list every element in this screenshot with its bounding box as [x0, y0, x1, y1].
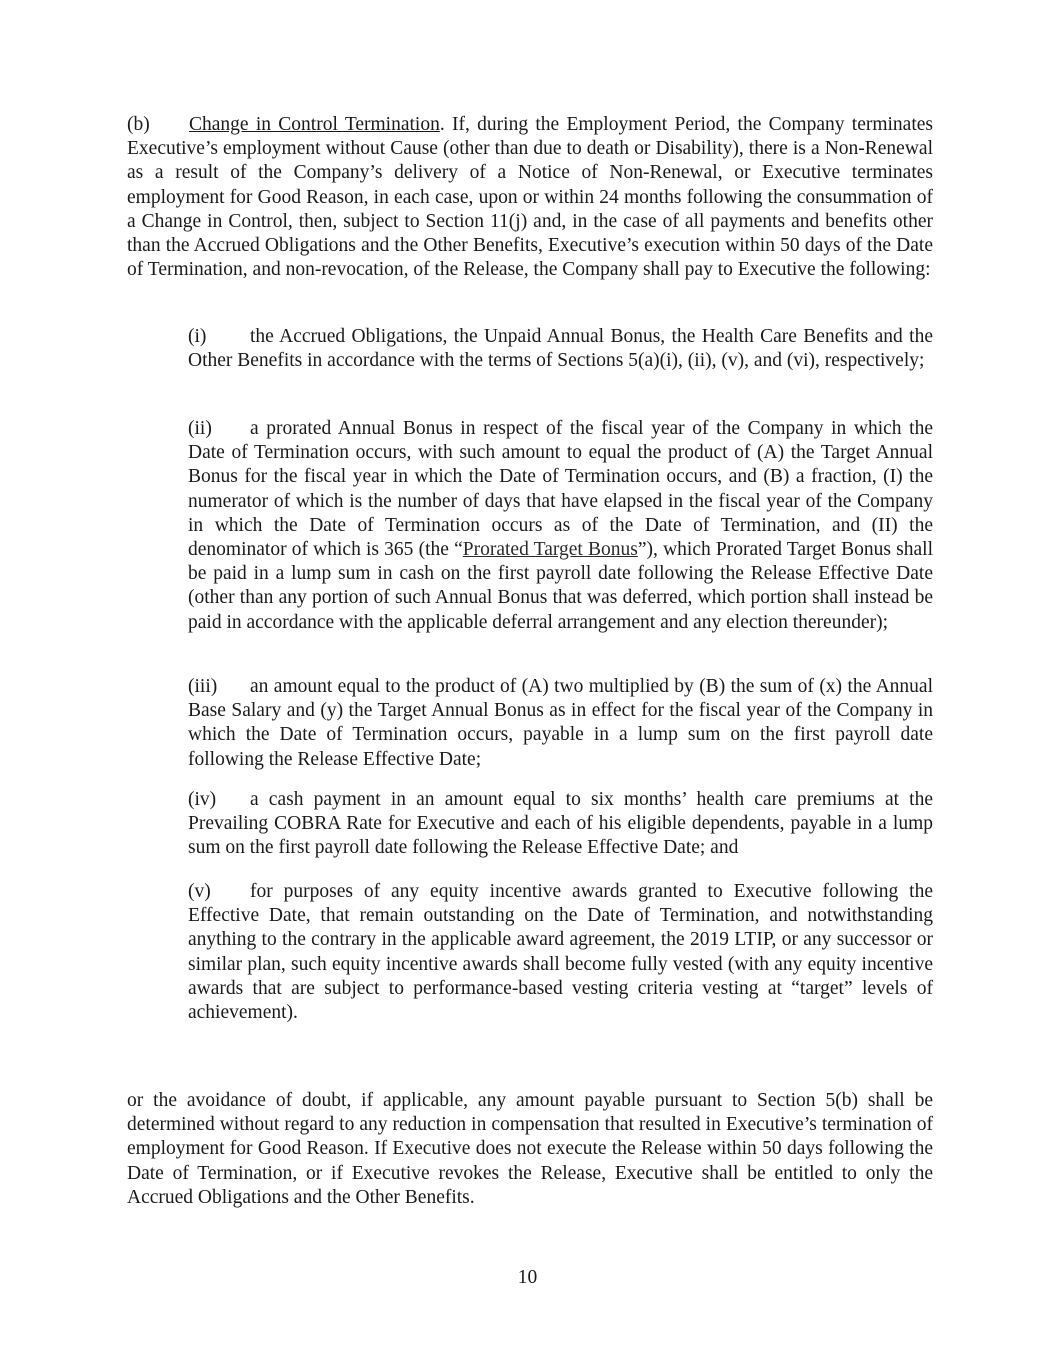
- closing-paragraph: or the avoidance of doubt, if applicable, any amount payable pursuant to Section 5(b) shall be determined without regard to any reduction in compensation that resulted in Executive’s termination of employment for Good Reason. If Executive does not execute the Release within 50 days following the Date of Termination, or if Executive revokes the Release, Executive shall be entitled to only the Accrued Obligations and the Other Benefits.: [127, 1090, 933, 1208]
- page-number: 10: [517, 1267, 538, 1288]
- item-iv-paragraph: [188, 788, 933, 861]
- prorated-target-bonus-term: Prorated Target Bonus: [462, 539, 638, 561]
- item-i-text: the Accrued Obligations, the Unpaid Annual Bonus, the Health Care Benefits and the Other Benefits in accordance with the terms of Sections 5(a)(i), (ii), (v), and (vi), respectively;: [188, 326, 933, 372]
- item-iii-paragraph: [188, 675, 933, 772]
- item-ii-label: (ii): [188, 418, 212, 439]
- section-b-text: If, during the Employment Period, the Company terminates Executive’s employment without Cause (other than due to death or Disability), there is a Non-Renewal as a result of the Company’s delivery of a Notice of Non-Renewal, or Executive terminates employment for Good Reason, in each case, upon or within 24 months following the consummation of a Change in Control, then, subject to Section 11(j) and, in the case of all payments and benefits other than the Accrued Obligations and the Other Benefits, Executive’s execution within 50 days of the Date of Termination, and non-revocation, of the Release, the Company shall pay to Executive the following:: [127, 114, 933, 281]
- section-b-heading-period: .: [439, 114, 445, 135]
- item-i-label: (i): [188, 326, 207, 347]
- item-ii-paragraph: [188, 417, 933, 635]
- item-v-paragraph: [188, 880, 933, 1025]
- section-b-paragraph: [127, 113, 933, 282]
- item-ii-text-before: a prorated Annual Bonus in respect of the fiscal year of the Company in which the Date of Termination occurs, with such amount to equal the product of (A) the Target Annual Bonus for the fiscal year in which the Date of Termination occurs, and (B) a fraction, (I) the numerator of which is the number of days that have elapsed in the fiscal year of the Company in which the Date of Termination occurs as of the Date of Termination, and (II) the denominator of which is 365 (the “: [188, 418, 933, 561]
- item-i-paragraph: [188, 325, 933, 373]
- item-ii-text-after: ”), which Prorated Target Bonus shall be paid in a lump sum in cash on the first payroll date following the Release Effective Date (other than any portion of such Annual Bonus that was deferred, which portion shall instead be paid in accordance with the applicable deferral arrangement and any election thereunder);: [188, 539, 933, 633]
- item-v-text: for purposes of any equity incentive awards granted to Executive following the Effective Date, that remain outstanding on the Date of Termination, and notwithstanding anything to the contrary in the applicable award agreement, the 2019 LTIP, or any successor or similar plan, such equity incentive awards shall become fully vested (with any equity incentive awards that are subject to performance-based vesting criteria vesting at “target” levels of achievement).: [188, 881, 933, 1024]
- item-iv-label: (iv): [188, 789, 217, 810]
- item-iii-label: (iii): [188, 676, 218, 697]
- section-b-heading: Change in Control Termination: [189, 114, 440, 135]
- item-v-label: (v): [188, 881, 211, 902]
- section-b-label: (b): [127, 114, 150, 135]
- item-iv-text: a cash payment in an amount equal to six months’ health care premiums at the Prevailing COBRA Rate for Executive and each of his eligible dependents, payable in a lump sum on the first payroll date following the Release Effective Date; and: [188, 789, 933, 859]
- item-iii-text: an amount equal to the product of (A) two multiplied by (B) the sum of (x) the Annual Base Salary and (y) the Target Annual Bonus as in effect for the fiscal year of the Company in which the Date of Termination occurs, payable in a lump sum on the first payroll date following the Release Effective Date;: [188, 676, 933, 770]
